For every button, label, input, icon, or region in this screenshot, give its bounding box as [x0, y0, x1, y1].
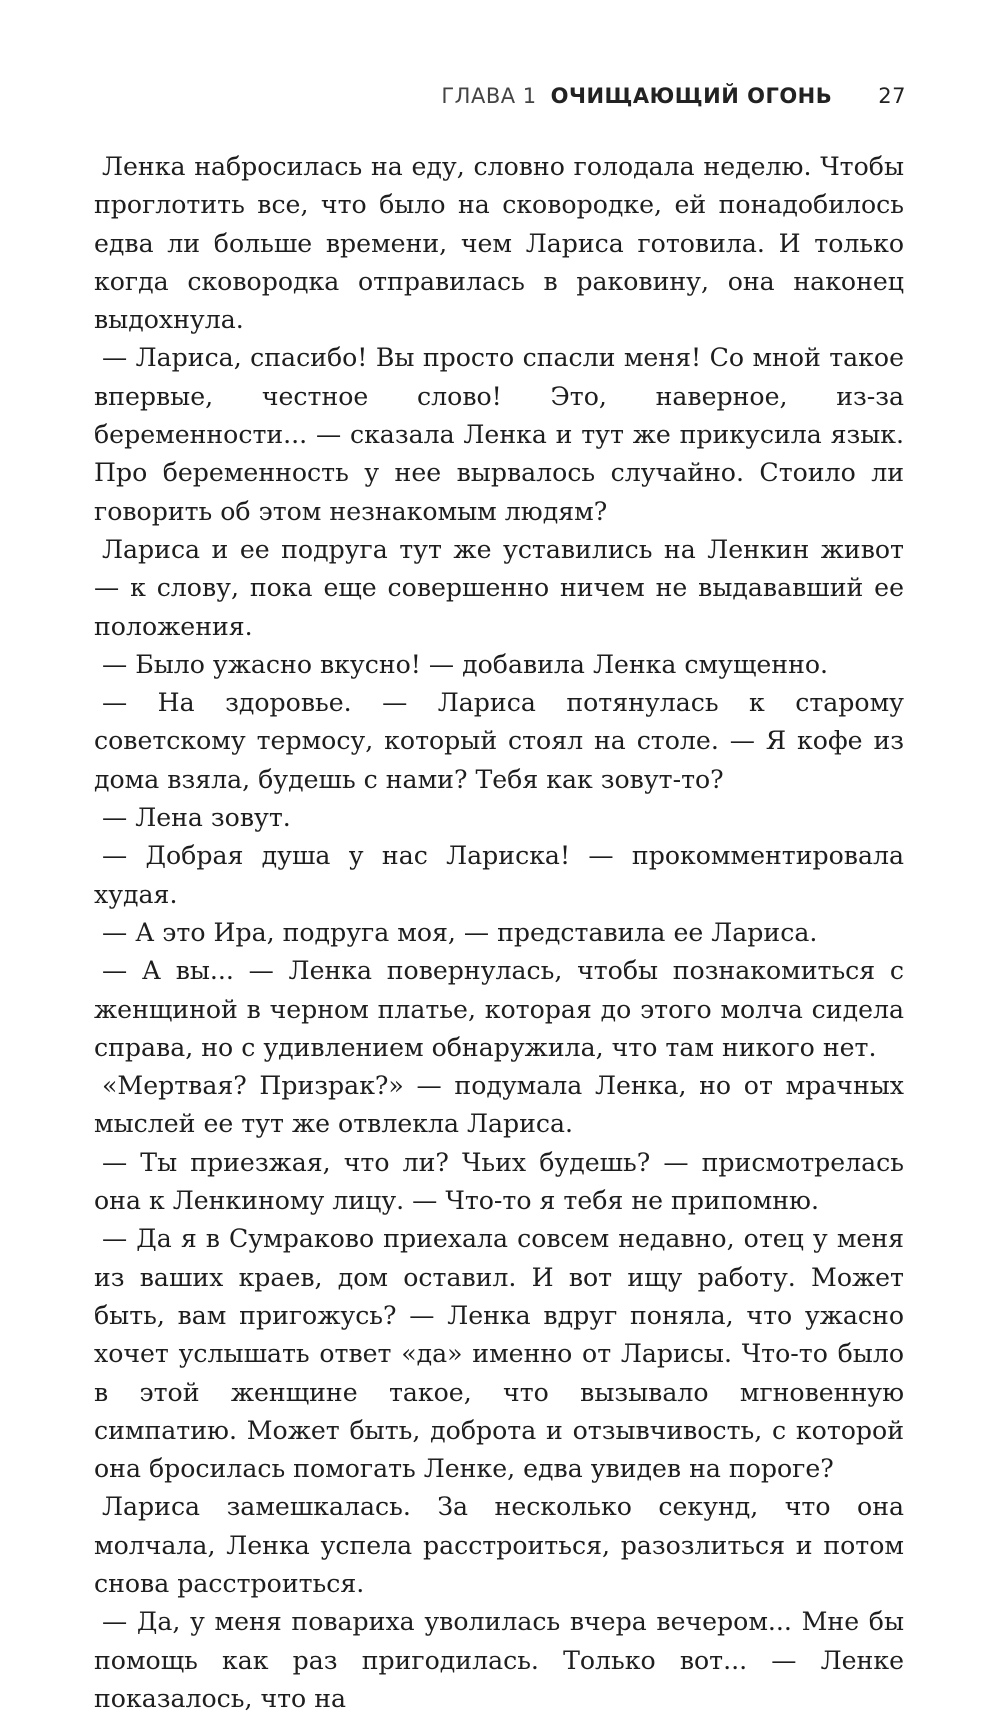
paragraph: Лариса замешкалась. За несколько секунд, что она молчала, Ленка успела расстроиться, разозлиться и потом снова расстроиться. [94, 1492, 904, 1598]
paragraph: — Добрая душа у нас Лариска! — прокомментировала худая. [94, 841, 904, 909]
chapter-title: ОЧИЩАЮЩИЙ ОГОНЬ [550, 84, 833, 108]
paragraph: — Да, у меня повариха уволилась вчера вечером... Мне бы помощь как раз пригодилась. Только вот... — Ленке показалось, что на [94, 1607, 904, 1713]
paragraph: — Да я в Сумраково приехала совсем недавно, отец у меня из ваших краев, дом оставил. И вот ищу работу. Может быть, вам пригожусь? — Ленка вдруг поняла, что ужасно хочет услышать ответ «да» именно от Ларисы. Что-то было в этой женщине такое, что вызывало мгновенную симпатию. Может быть, доброта и отзывчивость, с которой она бросилась помогать Ленке, едва увидев на пороге? [94, 1224, 904, 1484]
paragraph: — Было ужасно вкусно! — добавила Ленка смущенно. [102, 649, 829, 679]
paragraph: — Ты приезжая, что ли? Чьих будешь? — присмотрелась она к Ленкиному лицу. — Что-то я тебя не припомню. [94, 1147, 904, 1216]
page-number: 27 [878, 84, 906, 108]
chapter-label: ГЛАВА 1 [441, 84, 537, 108]
paragraph: — Лена зовут. [102, 803, 291, 833]
paragraph: Ленка набросилась на еду, словно голодала неделю. Чтобы проглотить все, что было на сковородке, ей понадобилось едва ли больше времени, чем Лариса готовила. И только когда сковородка отправилась в раковину, она наконец выдохнула. [94, 152, 904, 335]
paragraph: — Лариса, спасибо! Вы просто спасли меня! Со мной такое впервые, честное слово! Это, наверное, из-за беременности... — сказала Ленка и тут же прикусила язык. Про беременность у нее вырвалось случайно. Стоило ли говорить об этом незнакомым людям? [94, 343, 904, 526]
paragraph: «Мертвая? Призрак?» — подумала Ленка, но от мрачных мыслей ее тут же отвлекла Лариса. [94, 1071, 904, 1139]
paragraph: — А это Ира, подруга моя, — представила ее Лариса. [102, 917, 818, 947]
body-text [94, 148, 904, 1718]
paragraph: Лариса и ее подруга тут же уставились на Ленкин живот — к слову, пока еще совершенно ничем не выдававший ее положения. [94, 534, 904, 641]
running-header [0, 84, 906, 108]
paragraph: — А вы... — Ленка повернулась, чтобы познакомиться с женщиной в черном платье, которая до этого молча сидела справа, но с удивлением обнаружила, что там никого нет. [94, 956, 904, 1062]
paragraph: — На здоровье. — Лариса потянулась к старому советскому термосу, который стоял на столе. — Я кофе из дома взяла, будешь с нами? Тебя как зовут-то? [94, 688, 904, 794]
